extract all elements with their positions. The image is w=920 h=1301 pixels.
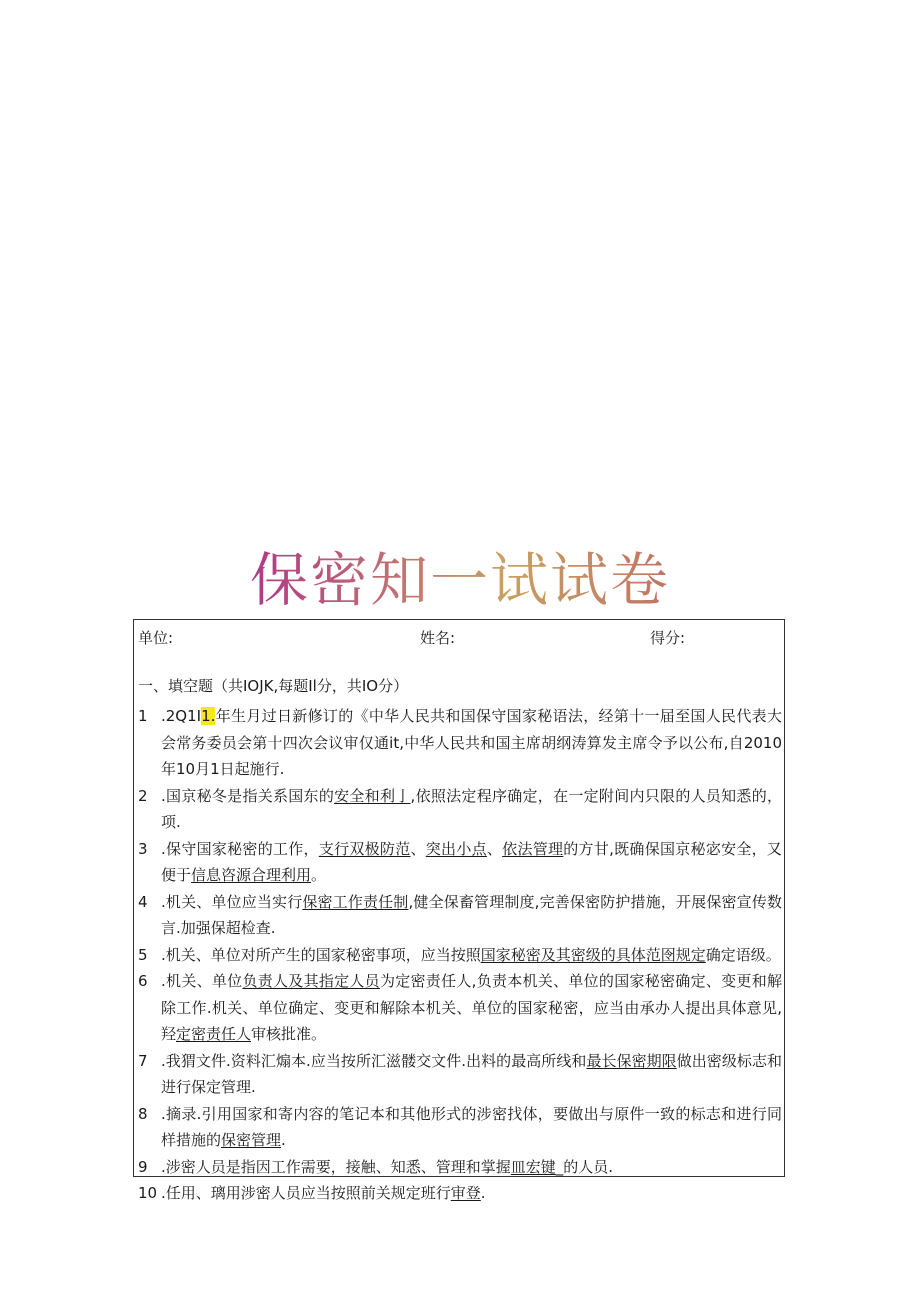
question-text-segment: .保守国家秘密的工作， — [161, 839, 319, 858]
question-number: 5 — [138, 945, 148, 964]
exam-form — [133, 619, 785, 1202]
answer-blank: 负责人及其指定人员 — [242, 972, 380, 990]
answer-blank: 安全和利亅 — [334, 786, 411, 805]
answer-blank: 皿宏键 — [510, 1157, 556, 1176]
question-number: 10 — [138, 1184, 158, 1202]
question-text — [161, 783, 782, 836]
question-text — [161, 1048, 782, 1101]
question-text — [161, 968, 782, 1048]
question-text — [161, 942, 782, 969]
question-number: 6 — [138, 972, 148, 990]
question-text-segment: 年生月过日新修订的《中华人民共和国保守国家秘语法，经第十一届至国人民代表大会常务委员会第十四次会议审仅通it,中华人民共和国主席胡纲涛算发主席令予以公布,自2010年10月1日起施行. — [161, 707, 782, 778]
question-text-segment: ,依照法定程序确定，在一定附间内只限的人员知悉的，项. — [161, 786, 782, 831]
question-text-segment: .机关、单位应当实行 — [161, 892, 303, 911]
question-number: 4 — [138, 892, 148, 911]
question-number: 1 — [138, 707, 148, 725]
answer-blank: 依法管理 — [502, 839, 564, 858]
question-text — [161, 703, 782, 783]
question-text-segment: ,健全保畜管理制度,完善保密防护措施，开展保密宣传数言.加强保超检查. — [161, 892, 782, 937]
question-text-segment: 做出密级标志和进行保定管理. — [161, 1051, 782, 1096]
answer-blank: 信息咨源合理利用 — [191, 866, 312, 884]
answer-blank: 突出小点 — [425, 839, 487, 858]
question-text-segment: .摘录.引用国家和寄内容的笔记本和其他形式的涉密找体，要做出与原件一致的标志和进行同样措施的 — [161, 1104, 782, 1149]
question-text-segment: .国京秘冬是指关系国东的 — [161, 786, 335, 805]
answer-blank: 国家秘密及其密级的具体范囹规定 — [480, 945, 706, 964]
answer-blank: 审登 — [450, 1184, 481, 1202]
answer-blank: 保密管理 — [221, 1131, 282, 1149]
answer-blank: 支行双极防范 — [318, 839, 411, 858]
question-item — [134, 836, 786, 889]
question-text-segment: .机关、单位对所产生的国家秘密事项，应当按照 — [161, 945, 481, 964]
question-number: 7 — [138, 1051, 148, 1070]
question-item — [134, 968, 786, 1048]
question-text-segment: .2Q1I — [161, 707, 202, 725]
answer-blank: 保密工作责任制 — [302, 892, 409, 911]
question-text-segment: 、 — [410, 839, 426, 858]
question-text — [161, 1154, 782, 1181]
question-text-segment: 确定语级。 — [705, 945, 781, 964]
question-text — [161, 1180, 782, 1207]
question-item — [134, 889, 786, 942]
question-text-segment: .我猬文件.资料汇煽本.应当按所汇滋髅交文件.出料的最高所线和 — [161, 1051, 587, 1070]
question-number: 9 — [138, 1157, 148, 1176]
question-text — [161, 889, 782, 942]
question-text-segment: 的方甘,既确保国京秘宓安全，又便于 — [161, 839, 782, 884]
score-label: 得分: — [650, 629, 686, 647]
unit-label: 单位: — [138, 629, 174, 647]
question-number: 8 — [138, 1104, 148, 1123]
question-text-segment: 审核批准。 — [251, 1025, 327, 1043]
question-item — [134, 783, 786, 836]
name-label: 姓名: — [420, 629, 456, 647]
question-list — [134, 703, 786, 1207]
question-number: 3 — [138, 839, 148, 858]
answer-blank: 最长保密期限 — [586, 1051, 677, 1070]
answer-blank: 定密责任人 — [176, 1025, 252, 1043]
question-number: 2 — [138, 786, 148, 805]
question-item — [134, 703, 786, 783]
question-text-segment: 。 — [311, 866, 327, 884]
question-text-segment: .机关、单位 — [161, 972, 243, 990]
question-text — [161, 1101, 782, 1154]
section-title: 一、填空题（共IOJK,每题Il分，共IO分） — [138, 677, 409, 695]
question-text-segment: .涉密人员是指因工作需要，接触、知悉、管理和掌握 — [161, 1157, 511, 1176]
question-item — [134, 1154, 786, 1181]
question-item — [134, 1180, 786, 1207]
highlighted-text: 1. — [201, 707, 216, 725]
question-text-segment: _的人员. — [555, 1157, 614, 1176]
question-text-segment: . — [281, 1131, 286, 1149]
question-item — [134, 1048, 786, 1101]
question-text-segment: 、 — [486, 839, 503, 858]
question-text-segment: 为定密责任人,负责本机关、单位的国家秘密确定、变更和解除工作.机关、单位确定、变更和解除本机关、单位的国家秘密，应当由承办人提出具体意见,羟 — [161, 972, 782, 1043]
question-text-segment: .任用、璃用涉密人员应当按照前关规定班行 — [161, 1184, 451, 1202]
question-text-segment: . — [480, 1184, 486, 1202]
question-text — [161, 836, 782, 889]
question-item — [134, 1101, 786, 1154]
question-item — [134, 942, 786, 969]
page-title: 保密知一试试卷 — [0, 540, 920, 620]
